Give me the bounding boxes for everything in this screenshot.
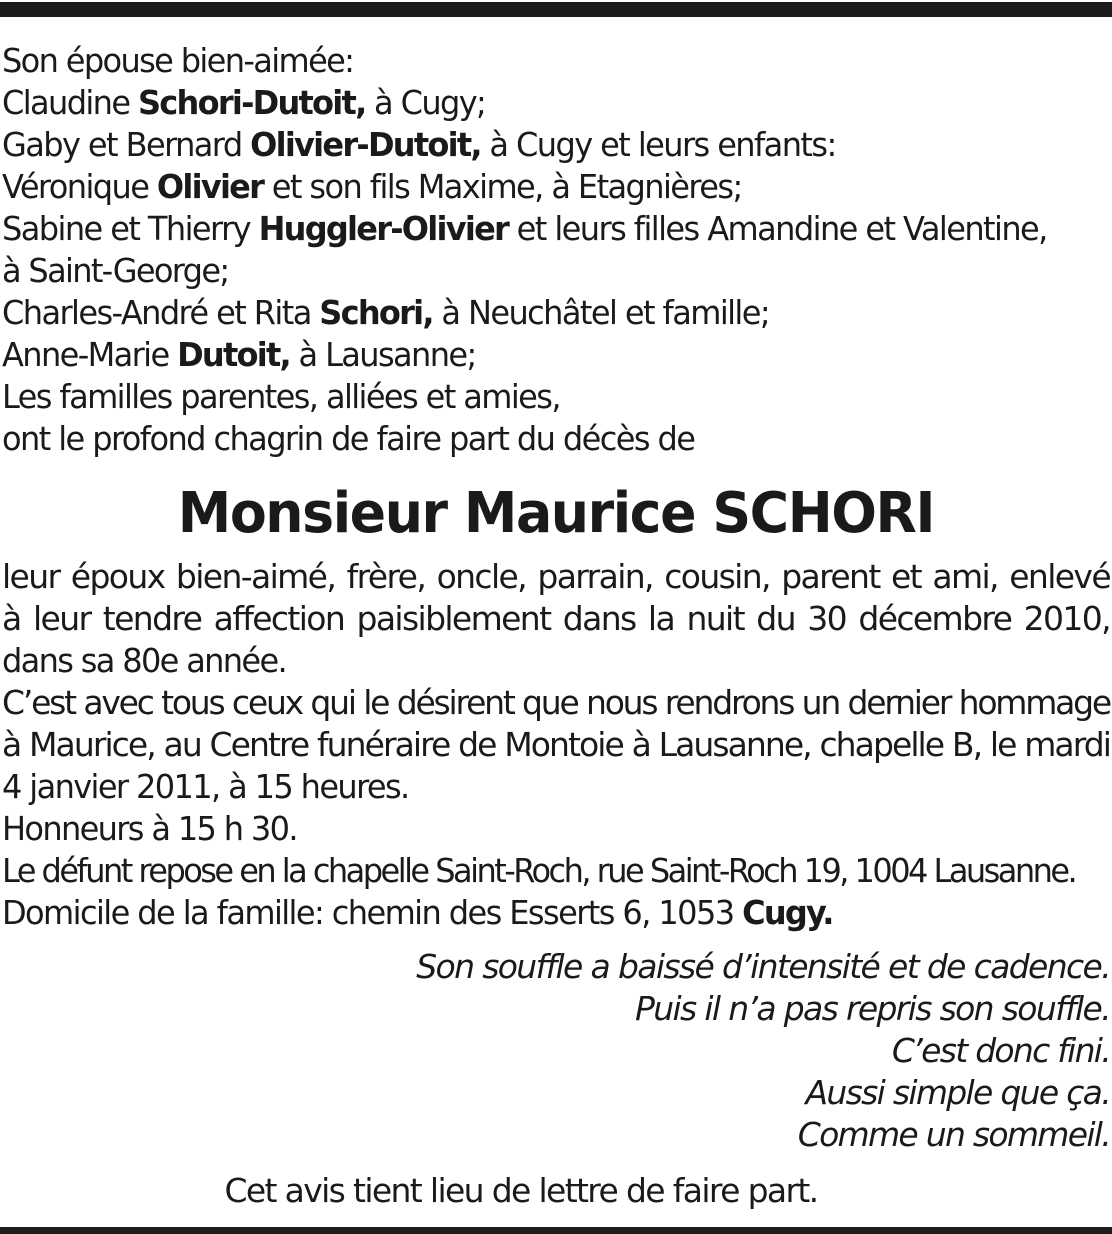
family-line: Les familles parentes, alliées et amies, <box>2 377 560 416</box>
notice-body <box>2 556 1110 934</box>
body-line: 4 janvier 2011, à 15 heures. <box>2 767 409 806</box>
family-line: Claudine Schori-Dutoit, à Cugy; <box>2 83 486 122</box>
body-line: à Maurice, au Centre funéraire de Montoie à Lausanne, chapelle B, le mardi <box>2 725 1110 764</box>
poem-line: Son souffle a baissé d’intensité et de cadence. <box>416 947 1110 986</box>
family-line: Gaby et Bernard Olivier-Dutoit, à Cugy et leurs enfants: <box>2 125 836 164</box>
honneurs-line: Honneurs à 15 h 30. <box>2 809 297 848</box>
family-surname: Olivier <box>156 167 264 206</box>
family-surname: Schori-Dutoit, <box>137 83 366 122</box>
poem-line: Comme un sommeil. <box>797 1115 1110 1154</box>
body-line: leur époux bien-aimé, frère, oncle, parrain, cousin, parent et ami, enlevé <box>2 557 1110 596</box>
body-line: dans sa 80e année. <box>2 641 287 680</box>
family-surname: Schori, <box>319 293 433 332</box>
bottom-rule <box>0 1227 1112 1234</box>
domicile-line: Domicile de la famille: chemin des Esserts 6, 1053 Cugy. <box>2 893 833 932</box>
poem <box>2 946 1110 1156</box>
family-line: à Saint-George; <box>2 251 229 290</box>
family-surname: Olivier-Dutoit, <box>250 125 481 164</box>
repose-line: Le défunt repose en la chapelle Saint-Roch, rue Saint-Roch 19, 1004 Lausanne. <box>2 851 1076 890</box>
family-line: Charles-André et Rita Schori, à Neuchâtel et famille; <box>2 293 770 332</box>
closing-note: Cet avis tient lieu de lettre de faire part. <box>224 1171 818 1210</box>
poem-line: Puis il n’a pas repris son souffle. <box>635 989 1110 1028</box>
domicile-town: Cugy. <box>742 893 833 932</box>
family-line: ont le profond chagrin de faire part du décès de <box>2 419 695 458</box>
family-line: Son épouse bien-aimée: <box>2 41 354 80</box>
deceased-name: Monsieur Maurice SCHORI <box>177 481 935 546</box>
family-surname: Dutoit, <box>177 335 290 374</box>
family-line: Véronique Olivier et son fils Maxime, à Etagnières; <box>2 167 742 206</box>
family-list <box>2 40 1110 460</box>
body-line: à leur tendre affection paisiblement dans la nuit du 30 décembre 2010, <box>2 599 1110 638</box>
poem-line: Aussi simple que ça. <box>805 1073 1110 1112</box>
obituary-notice <box>2 40 1110 1212</box>
poem-line: C’est donc fini. <box>891 1031 1110 1070</box>
family-line: Anne-Marie Dutoit, à Lausanne; <box>2 335 476 374</box>
body-line: C’est avec tous ceux qui le désirent que nous rendrons un dernier hommage <box>2 683 1110 722</box>
family-line: Sabine et Thierry Huggler-Olivier et leurs filles Amandine et Valentine, <box>2 209 1047 248</box>
family-surname: Huggler-Olivier <box>258 209 509 248</box>
top-rule <box>0 2 1112 17</box>
